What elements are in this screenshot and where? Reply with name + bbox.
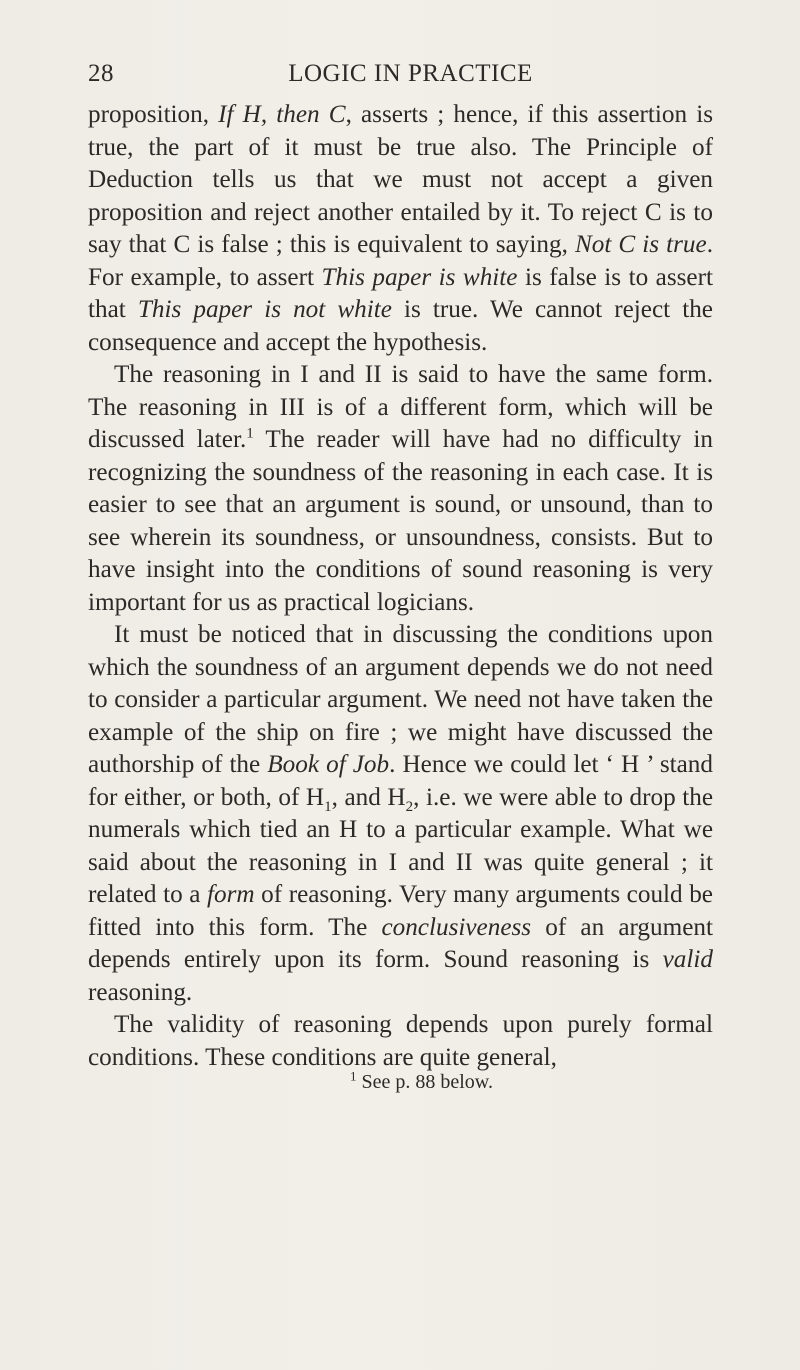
footnote-text: See p. 88 below. — [356, 1071, 493, 1093]
body-text — [88, 99, 713, 1074]
paragraph-1: proposition, If H, then C, asserts ; hence, if this assertion is true, the part of it must be true also. The Principle of Deduction tells us that we must not accept a given proposition and reject another entailed by it. To reject C is to say that C is false ; this is equivalent to saying, Not C is true. For example, to assert This paper is white is false is to assert that This paper is not white is true. We cannot reject the consequence and accept the hypothesis. — [88, 101, 713, 356]
italic-phrase: valid — [662, 946, 713, 973]
running-header — [88, 60, 713, 94]
subscript: 1 — [324, 798, 332, 815]
running-title: LOGIC IN PRACTICE — [288, 60, 533, 87]
footnote-marker: 1 — [350, 1068, 357, 1084]
italic-phrase: form — [206, 881, 255, 908]
paragraph-4: The validity of reasoning depends upon purely formal conditions. These conditions are quite general, — [88, 1011, 713, 1071]
footnote — [350, 1070, 493, 1094]
italic-phrase: This paper is white — [321, 263, 518, 291]
italic-phrase: Not C is true — [574, 231, 707, 258]
paragraph-3: It must be noticed that in discussing the conditions upon which the soundness of an argument depends we do not need to consider a particular argument. We need not have taken the example of the ship on fire ; we might have discussed the authorship of the Book of Job. Hence we could let ‘ H ’ stand for either, or both, of $H_1$, and $H_2$, i.e. we were able to drop the numerals which tied an H to a particular example. What we said about the reasoning in I and II was quite general ; it related to a form of reasoning. Very many arguments could be fitted into this form. The conclusiveness of an argument depends entirely upon its form. Sound reasoning is valid reasoning. — [88, 621, 714, 1006]
paragraph-2: The reasoning in I and II is said to have the same form. The reasoning in III is of a different form, which will be discussed later.$^1$ The reader will have had no difficulty in recognizing the soundness of the reasoning in each case. It is easier to see that an argument is sound, or unsound, than to see wherein its soundness, or unsoundness, consists. But to have insight into the conditions of sound reasoning is very important for us as practical logicians. — [88, 361, 713, 616]
italic-phrase: conclusiveness — [381, 913, 532, 941]
subscript: 2 — [405, 798, 414, 815]
italic-phrase: If H, then C — [218, 101, 346, 128]
italic-phrase: Book of Job — [267, 751, 390, 778]
footnote-reference: 1 — [246, 425, 254, 442]
italic-phrase: This paper is not white — [137, 296, 392, 323]
page-number: 28 — [88, 60, 114, 87]
